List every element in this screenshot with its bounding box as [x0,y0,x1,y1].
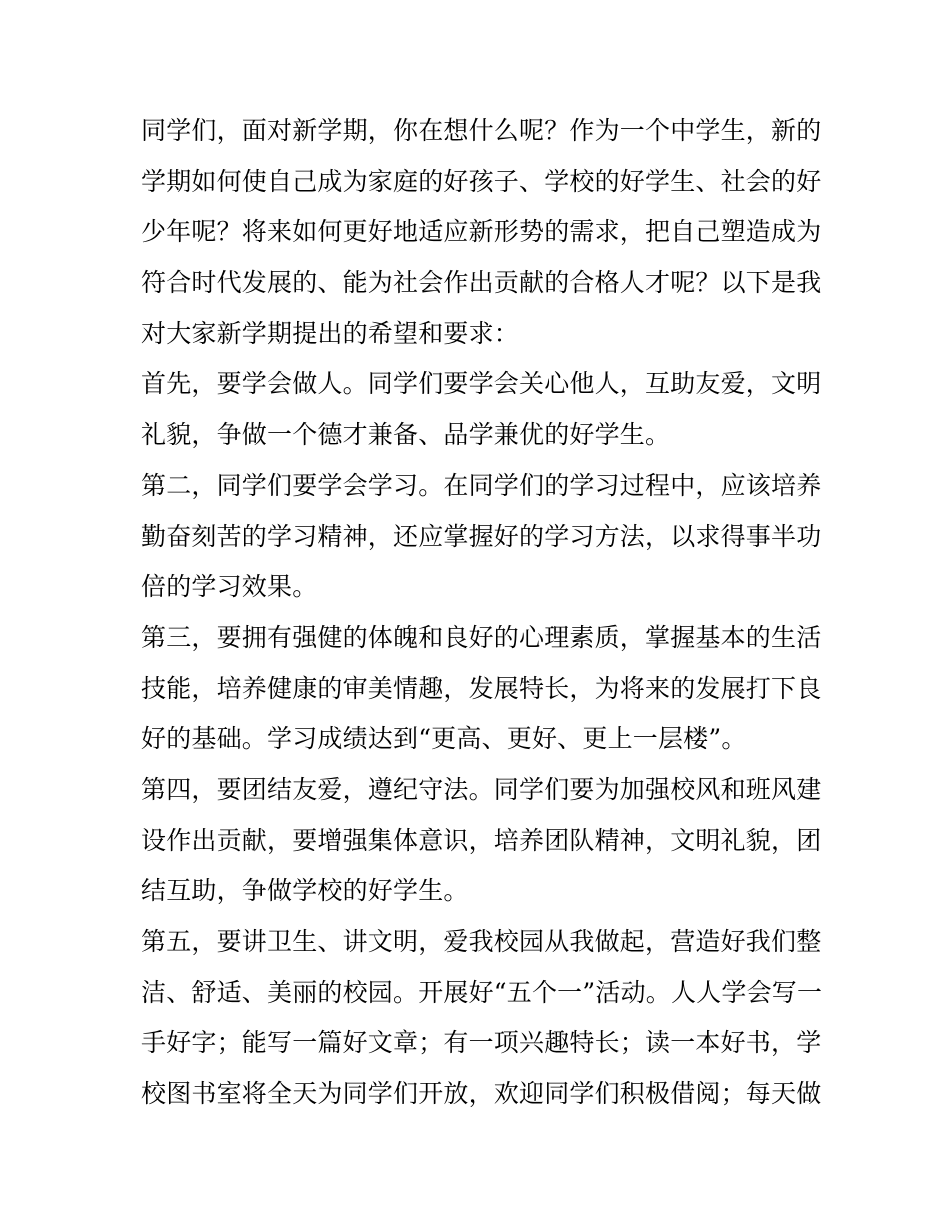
text-line: 手好字；能写一篇好文章；有一项兴趣特长；读一本好书，学 [141,1028,822,1058]
text-line: 第五，要讲卫生、讲文明，爱我校园从我做起，营造好我们整 [141,927,822,956]
text-line: 倍的学习效果。 [141,572,318,602]
text-line: 第三，要拥有强健的体魄和良好的心理素质，掌握基本的生活 [141,622,822,652]
text-line: 技能，培养健康的审美情趣，发展特长，为将来的发展打下良 [141,673,822,703]
text-line: 第二，同学们要学会学习。在同学们的学习过程中，应该培养 [141,470,822,500]
document-body [141,106,821,1120]
text-line: 设作出贡献，要增强集体意识，培养团队精神，文明礼貌，团 [141,825,822,855]
text-line: 符合时代发展的、能为社会作出贡献的合格人才呢？以下是我 [141,268,822,298]
text-line: 校图书室将全天为同学们开放，欢迎同学们积极借阅；每天做 [141,1079,822,1109]
text-line: 首先，要学会做人。同学们要学会关心他人，互助友爱，文明 [141,369,822,399]
text-line: 学期如何使自己成为家庭的好孩子、学校的好学生、社会的好 [141,166,822,196]
text-line: 勤奋刻苦的学习精神，还应掌握好的学习方法，以求得事半功 [141,521,822,551]
text-line: 好的基础。学习成绩达到“更高、更好、更上一层楼”。 [141,724,747,754]
text-line: 同学们，面对新学期，你在想什么呢？作为一个中学生，新的 [141,116,822,145]
text-line: 礼貌，争做一个德才兼备、品学兼优的好学生。 [141,420,671,450]
text-line: 结互助，争做学校的好学生。 [141,876,469,906]
text-line: 洁、舒适、美丽的校园。开展好“五个一”活动。人人学会写一 [141,977,823,1007]
text-line: 对大家新学期提出的希望和要求： [141,318,520,348]
text-line: 第四，要团结友爱，遵纪守法。同学们要为加强校风和班风建 [141,774,822,804]
text-line: 少年呢？将来如何更好地适应新形势的需求，把自己塑造成为 [141,217,822,247]
